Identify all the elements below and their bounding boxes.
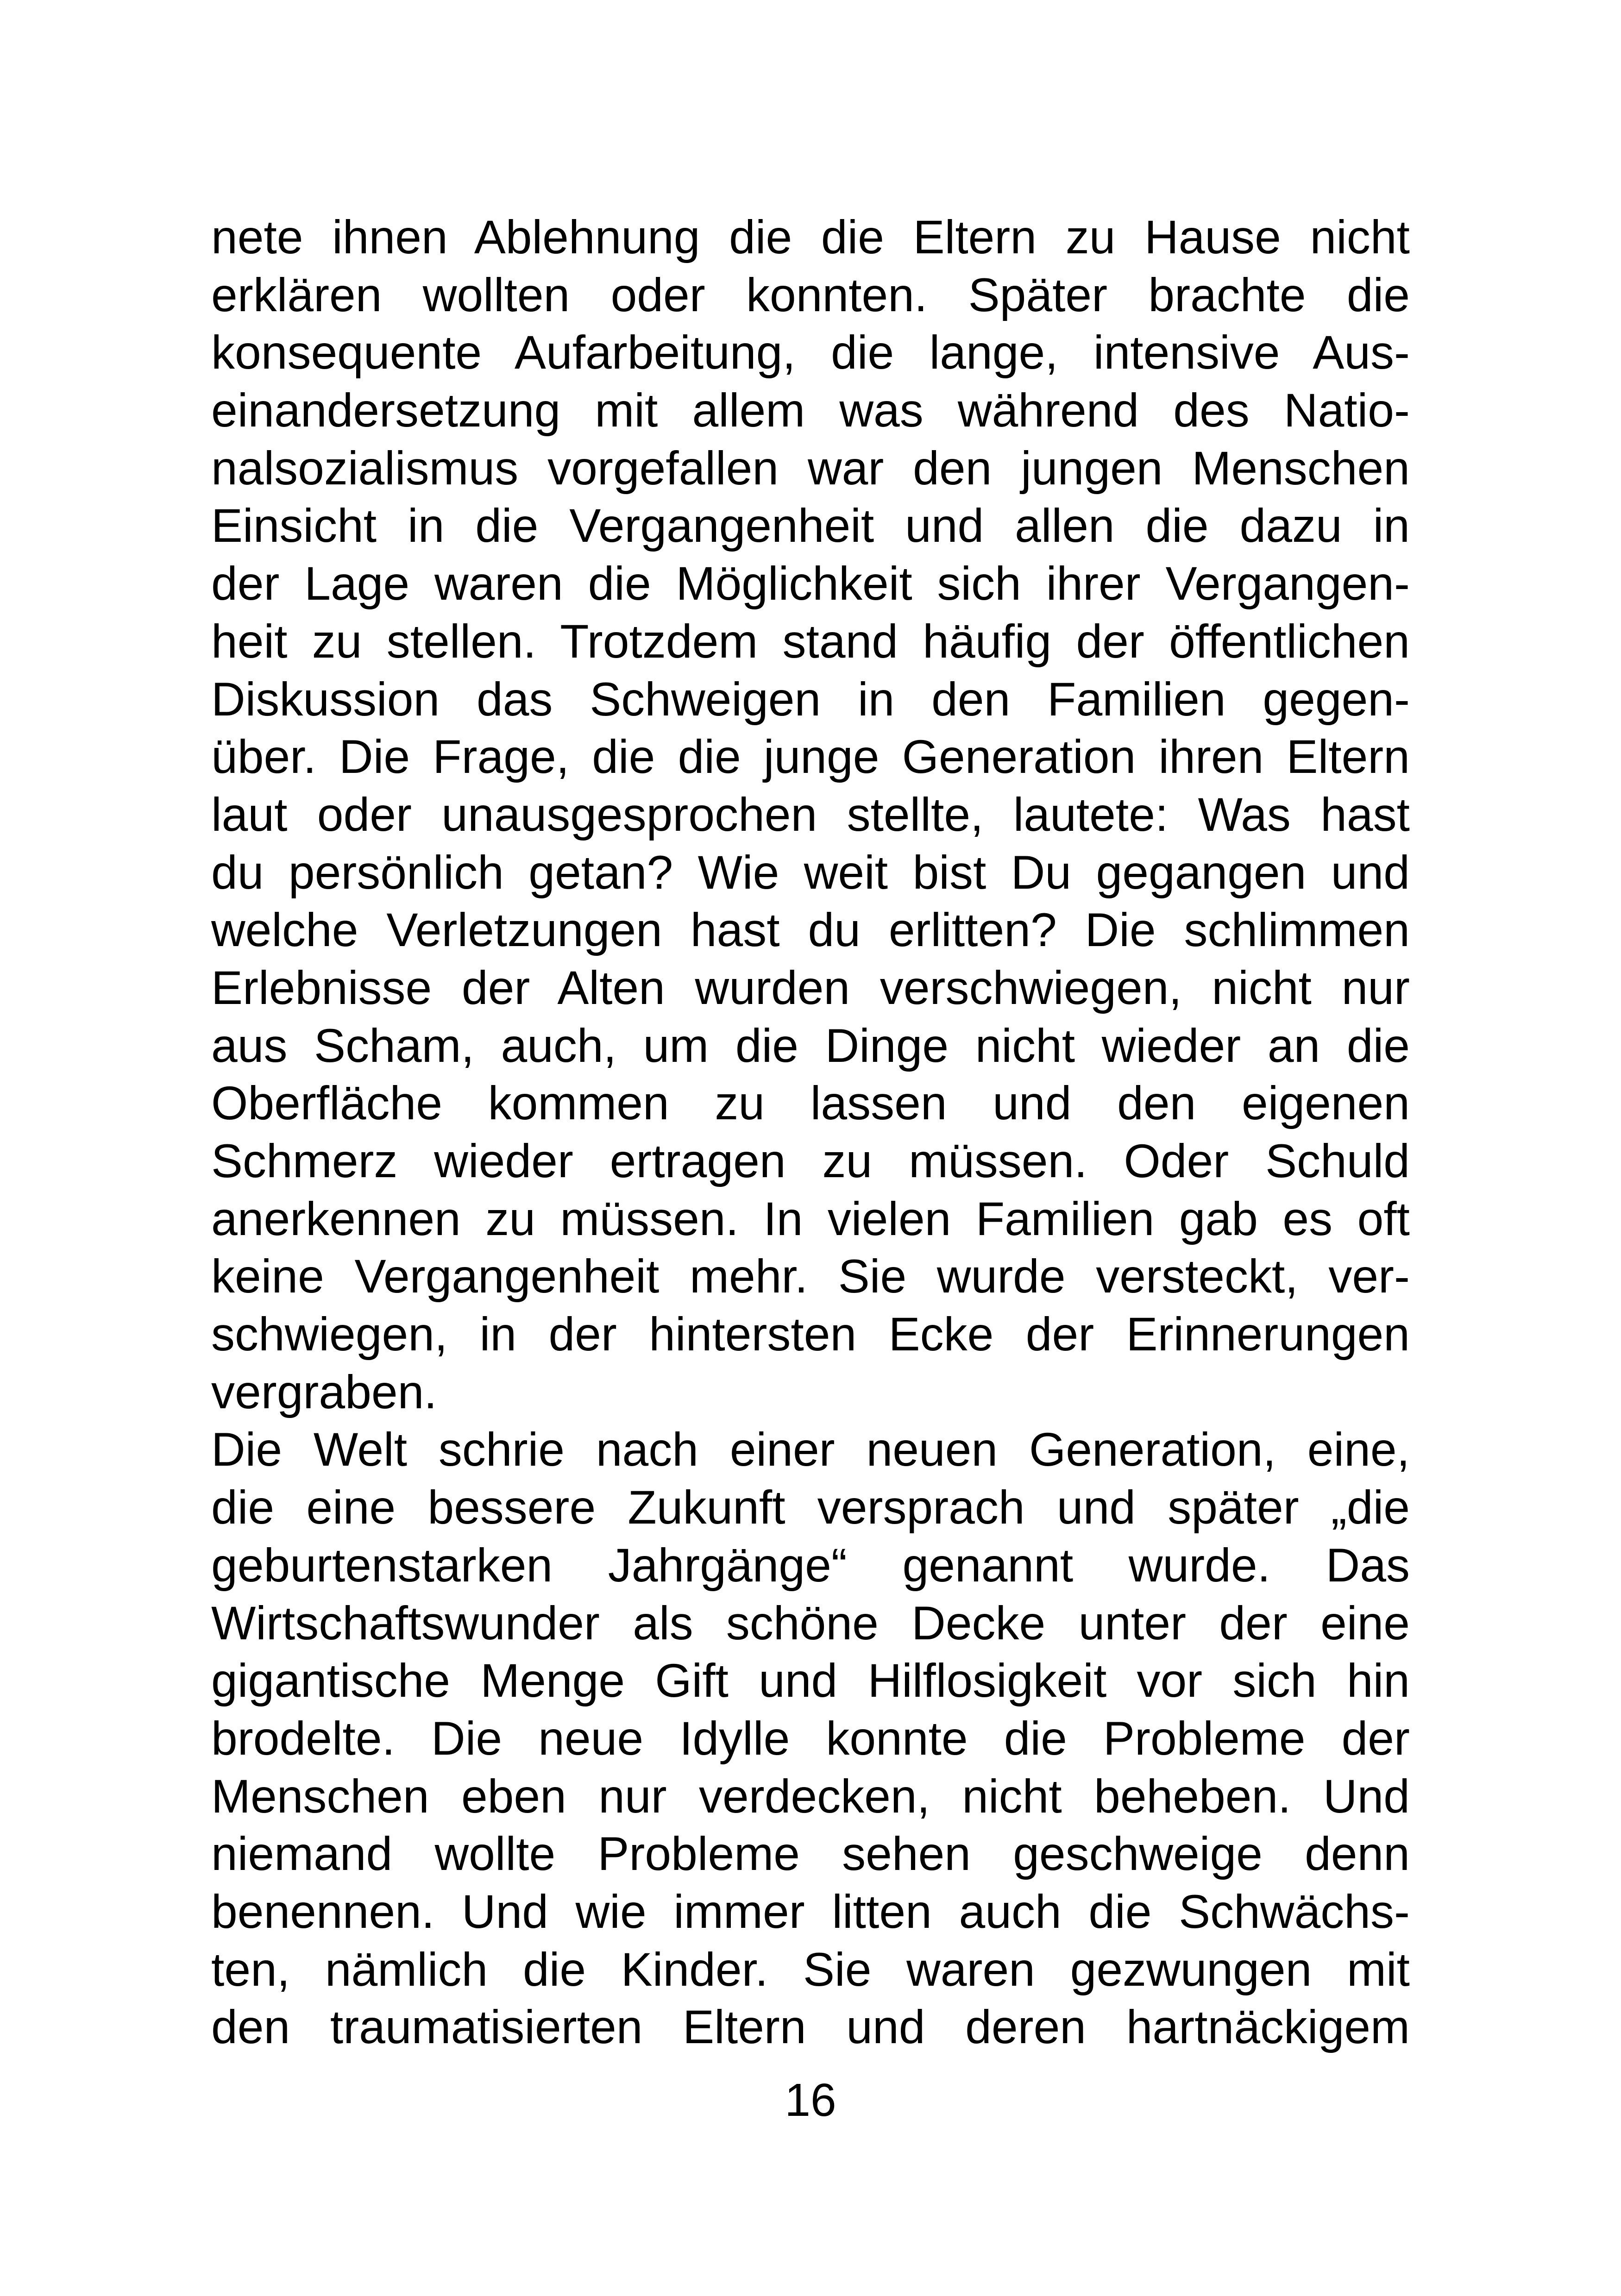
text-line: konsequente Aufarbeitung, die lange, intensive Aus-	[211, 326, 1410, 379]
text-line: gigantische Menge Gift und Hilflosigkeit vor sich hin	[211, 1654, 1410, 1707]
text-line: einandersetzung mit allem was während des Natio-	[211, 384, 1410, 437]
text-line: erklären wollten oder konnten. Später brachte die	[211, 268, 1410, 321]
text-line: Wirtschaftswunder als schöne Decke unter der eine	[211, 1596, 1410, 1650]
text-line: den traumatisierten Eltern und deren hartnäckigem	[211, 2001, 1410, 2054]
body-text	[211, 208, 1410, 2056]
text-line: Menschen eben nur verdecken, nicht beheben. Und	[211, 1769, 1410, 1823]
text-line: niemand wollte Probleme sehen geschweige denn	[211, 1827, 1410, 1881]
text-line: Oberfläche kommen zu lassen und den eigenen	[211, 1077, 1410, 1130]
text-line: nete ihnen Ablehnung die die Eltern zu Hause nicht	[211, 211, 1410, 263]
text-line: aus Scham, auch, um die Dinge nicht wieder an die	[211, 1019, 1410, 1072]
text-line: heit zu stellen. Trotzdem stand häufig der öffentlichen	[211, 615, 1410, 668]
text-line: der Lage waren die Möglichkeit sich ihrer Vergangen-	[211, 557, 1410, 610]
text-line: keine Vergangenheit mehr. Sie wurde versteckt, ver-	[211, 1250, 1410, 1303]
text-line: nalsozialismus vorgefallen war den jungen Menschen	[211, 441, 1410, 495]
text-line: benennen. Und wie immer litten auch die Schwächs-	[211, 1885, 1410, 1938]
text-line: über. Die Frage, die die junge Generation ihren Eltern	[211, 730, 1410, 784]
text-line: Diskussion das Schweigen in den Familien gegen-	[211, 672, 1410, 726]
text-line: ten, nämlich die Kinder. Sie waren gezwungen mit	[211, 1943, 1410, 1996]
paragraph-end-line: vergraben.	[211, 1365, 437, 1418]
text-line: welche Verletzungen hast du erlitten? Die schlimmen	[211, 903, 1410, 957]
page-number: 16	[785, 2074, 836, 2126]
text-line: geburtenstarken Jahrgänge“ genannt wurde. Das	[211, 1538, 1410, 1592]
text-line: die eine bessere Zukunft versprach und später „die	[211, 1481, 1410, 1534]
text-line: du persönlich getan? Wie weit bist Du gegangen und	[211, 846, 1410, 899]
text-line: schwiegen, in der hintersten Ecke der Erinnerungen	[211, 1308, 1410, 1361]
text-line: laut oder unausgesprochen stellte, lautete: Was hast	[211, 788, 1410, 841]
text-line: Erlebnisse der Alten wurden verschwiegen, nicht nur	[211, 961, 1410, 1014]
text-line: Schmerz wieder ertragen zu müssen. Oder Schuld	[211, 1135, 1410, 1187]
text-line: brodelte. Die neue Idylle konnte die Probleme der	[211, 1712, 1410, 1765]
text-line: Einsicht in die Vergangenheit und allen die dazu in	[211, 499, 1410, 552]
text-line: anerkennen zu müssen. In vielen Familien gab es oft	[211, 1192, 1410, 1245]
text-line: Die Welt schrie nach einer neuen Generation, eine,	[211, 1423, 1410, 1476]
